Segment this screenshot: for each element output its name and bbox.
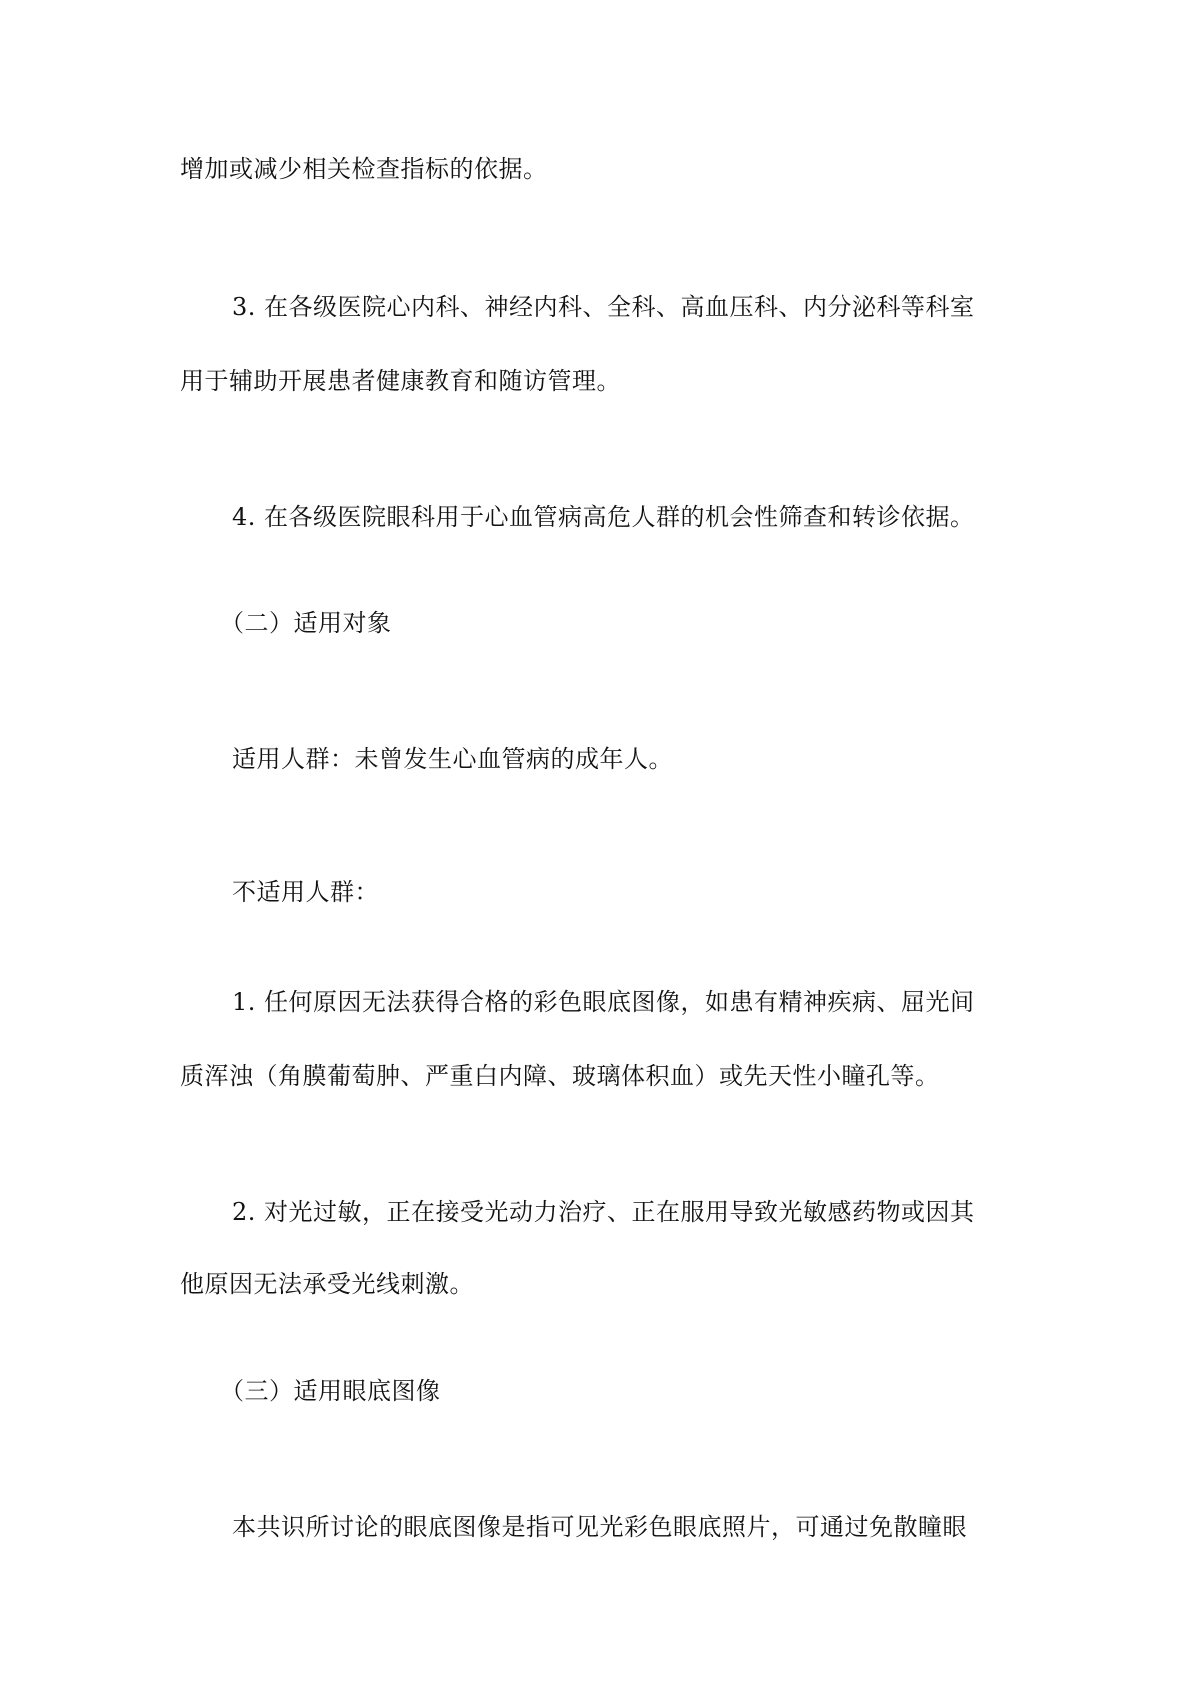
paragraph-fundus-image: 本共识所讨论的眼底图像是指可见光彩色眼底照片，可通过免散瞳眼 xyxy=(232,1513,967,1541)
paragraph-continuation: 增加或减少相关检查指标的依据。 xyxy=(180,155,548,183)
exclusion-item-1-line-1: 1. 任何原因无法获得合格的彩色眼底图像，如患有精神疾病、屈光间 xyxy=(232,988,975,1016)
list-item-3-line-2: 用于辅助开展患者健康教育和随访管理。 xyxy=(180,367,621,395)
section-heading-3: （三）适用眼底图像 xyxy=(220,1377,441,1405)
exclusion-item-2-line-2: 他原因无法承受光线刺激。 xyxy=(180,1270,474,1298)
exclusion-item-2-line-1: 2. 对光过敏，正在接受光动力治疗、正在服用导致光敏感药物或因其 xyxy=(232,1198,975,1226)
list-item-3-line-1: 3. 在各级医院心内科、神经内科、全科、高血压科、内分泌科等科室 xyxy=(232,293,975,321)
paragraph-not-applicable-label: 不适用人群： xyxy=(232,878,379,906)
list-item-4: 4. 在各级医院眼科用于心血管病高危人群的机会性筛查和转诊依据。 xyxy=(232,503,975,531)
exclusion-item-1-line-2: 质浑浊（角膜葡萄肿、严重白内障、玻璃体积血）或先天性小瞳孔等。 xyxy=(180,1062,940,1090)
paragraph-applicable-population: 适用人群：未曾发生心血管病的成年人。 xyxy=(232,745,673,773)
section-heading-2: （二）适用对象 xyxy=(220,609,392,637)
